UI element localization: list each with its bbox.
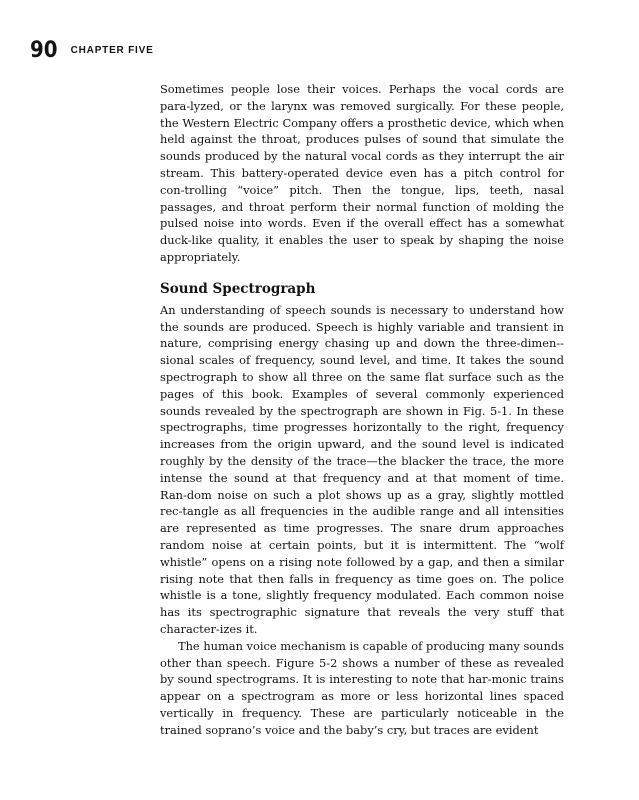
running-head xyxy=(30,38,154,64)
body-text xyxy=(160,81,564,738)
section-heading: Sound Spectrograph xyxy=(160,280,316,297)
paragraph-spectrograph: An understanding of speech sounds is necessary to understand how the sounds are produced. Speech is highly variable and transient in nature, comprising energy chasing up and down the three-dimen-sional scales of frequency, sound level, and time. It takes the sound spectrograph to show all three on the same flat surface such as the pages of this book. Examples of several commonly experienced sounds revealed by the spectrograph are shown in Fig. 5-1. In these spectrographs, time progresses horizontally to the right, frequency increases from the origin upward, and the sound level is indicated roughly by the density of the trace—the blacker the trace, the more intense the sound at that frequency and at that moment of time. Ran-dom noise on such a plot shows up as a gray, slightly mottled rec-tangle as all frequencies in the audible range and all intensities are represented as time progresses. The snare drum approaches random noise at certain points, but it is intermittent. The “wolf whistle” opens on a rising note followed by a gap, and then a similar rising note that then falls in frequency as time goes on. The police whistle is a tone, slightly frequency modulated. Each common noise has its spectrographic signature that reveals the very stuff that character-izes it. xyxy=(160,302,564,636)
page-number: 90 xyxy=(30,38,58,63)
paragraph-prosthetic-device: Sometimes people lose their voices. Perhaps the vocal cords are para-lyzed, or the larynx was removed surgically. For these people, the Western Electric Company offers a prosthetic device, which when held against the throat, produces pulses of sound that simulate the sounds produced by the natural vocal cords as they interrupt the air stream. This battery-operated device even has a pitch control for con-trolling “voice” pitch. Then the tongue, lips, teeth, nasal passages, and throat perform their normal function of molding the pulsed noise into words. Even if the overall effect has a somewhat duck-like quality, it enables the user to speak by shaping the noise appropriately. xyxy=(160,82,564,264)
paragraph-human-voice: The human voice mechanism is capable of producing many sounds other than speech. Figure 5-2 shows a number of these as revealed by sound spectrograms. It is interesting to note that har-monic trains appear on a spectrogram as more or less horizontal lines spaced vertically in frequency. These are particularly noticeable in the trained soprano’s voice and the baby’s cry, but traces are evident xyxy=(160,638,564,737)
chapter-title: CHAPTER FIVE xyxy=(70,45,154,56)
